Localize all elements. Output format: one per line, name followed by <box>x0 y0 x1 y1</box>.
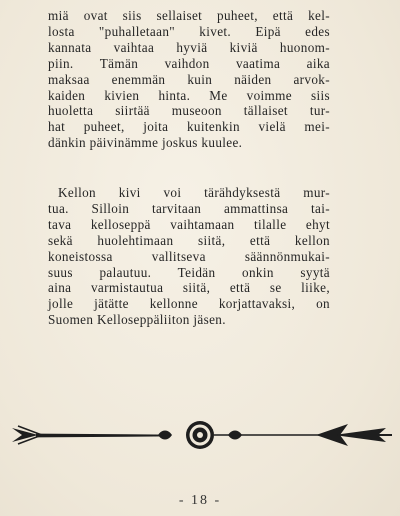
text-line: kaiden kivien hinta. Me voimme siis <box>48 87 330 103</box>
paragraph-2 <box>48 185 330 328</box>
text-line: koneistossa vallitseva säännönmukai- <box>48 248 330 264</box>
text-line: miä ovat siis sellaiset puheet, että kel- <box>48 8 330 23</box>
text-line: jolle jätätte kellonne korjattavaksi, on <box>48 296 330 312</box>
text-line: kannata vaihtaa hyviä kiviä huonom- <box>48 39 330 55</box>
text-line: huoletta siirtää museoon tällaiset tur- <box>48 103 330 119</box>
text-line: hat puheet, joita kuitenkin vielä mei- <box>48 119 330 135</box>
text-line: piin. Tämän vaihdon vaatima aika <box>48 55 330 71</box>
text-line: losta "puhalletaan" kivet. Eipä edes <box>48 23 330 39</box>
text-line: tua. Silloin tarvitaan ammattinsa tai- <box>48 200 330 216</box>
watch-hand-arrow-ornament-icon <box>8 416 392 456</box>
page-number: - 18 - <box>178 493 222 508</box>
text-line: tava kelloseppä vaihtamaan tilalle ehyt <box>48 216 330 232</box>
paragraph-1 <box>48 8 330 151</box>
text-line: Kellon kivi voi tärähdyksestä mur- <box>58 185 330 200</box>
text-line: Suomen Kelloseppäliiton jäsen. <box>48 312 226 328</box>
text-line: sekä huolehtimaan siitä, että kellon <box>48 232 330 248</box>
text-line: maksaa enemmän kuin näiden arvok- <box>48 71 330 87</box>
text-line: dänkin päivinämme joskus kuulee. <box>48 135 243 151</box>
text-line: suus palautuu. Teidän onkin syytä <box>48 264 330 280</box>
text-line: aina varmistautua siitä, että se liike, <box>48 280 330 296</box>
